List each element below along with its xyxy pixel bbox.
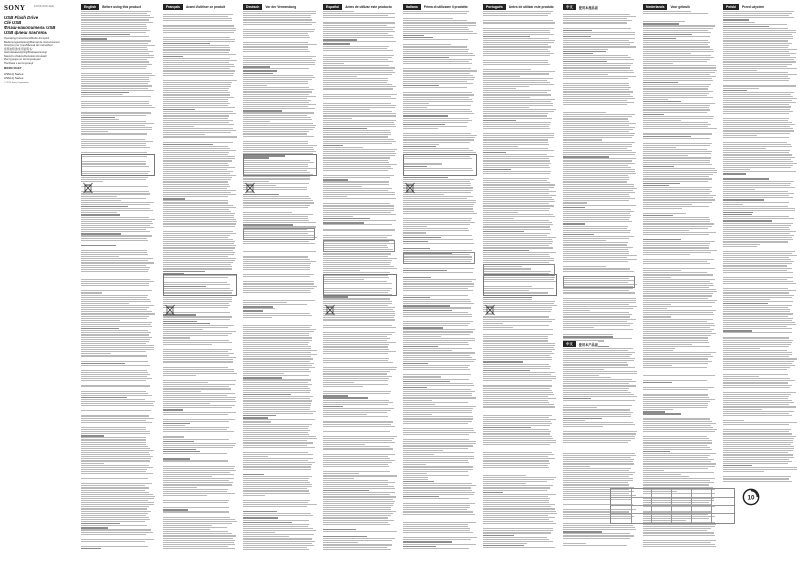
- section-title: 使用本产品前: [578, 342, 598, 347]
- language-tag: 中文: [563, 341, 576, 347]
- language-tag: Polski: [723, 4, 739, 10]
- micro-vault-logo: MICRO VAULT: [4, 67, 22, 70]
- section-header: [483, 4, 559, 10]
- product-title: Флэш-накопитель USB: [4, 25, 56, 30]
- body-text-block: [81, 11, 157, 551]
- body-text-block: [243, 11, 319, 551]
- model-number: 4-XXX-XXX-11(1): [34, 5, 55, 8]
- instructions-language-line: 使用說明書/使用说明书/: [4, 47, 33, 51]
- instructions-language-line: Посібник з експлуатації: [4, 61, 34, 65]
- series-name: USM-Q Series: [4, 76, 24, 80]
- spec-table: [323, 240, 395, 252]
- body-text-block: [643, 11, 719, 551]
- language-tag: 中文: [563, 4, 576, 10]
- section-header: [723, 4, 799, 10]
- language-column: [163, 4, 239, 557]
- language-column: [723, 4, 799, 557]
- language-tag: Português: [483, 4, 506, 10]
- language-tag: Français: [163, 4, 183, 10]
- instructions-language-line: Istruzioni per l'uso/Manual de instruções/: [4, 44, 53, 47]
- language-column: [81, 4, 157, 557]
- crossed-out-bin-icon: [405, 182, 415, 194]
- crossed-out-bin-icon: [325, 304, 335, 316]
- language-tag: English: [81, 4, 99, 10]
- body-text-block: [723, 11, 799, 551]
- section-title: 使用本產品前: [578, 5, 598, 10]
- product-titles: [4, 15, 76, 35]
- cover-panel: [4, 4, 76, 557]
- section-header: [563, 4, 639, 10]
- operating-instructions-list: [4, 37, 76, 65]
- section-title: Voor gebruik: [670, 5, 690, 9]
- section-header: [403, 4, 479, 10]
- environmental-protection-logo-icon: [742, 488, 760, 506]
- substance-table: [610, 488, 735, 524]
- brand-logo: SONY: [4, 4, 26, 12]
- instructions-language-line: Operating Instructions/Mode d'emploi/: [4, 37, 50, 40]
- body-text-block: [403, 11, 479, 551]
- language-column: [243, 4, 319, 557]
- section-header: [163, 4, 239, 10]
- product-title: USB Flash Drive: [4, 15, 39, 20]
- language-column: [563, 4, 639, 557]
- crossed-out-bin-icon: [83, 182, 93, 194]
- language-column: [403, 4, 479, 557]
- language-tag: Italiano: [403, 4, 421, 10]
- product-title: USB флеш пам'ять: [4, 30, 48, 35]
- language-tag: Español: [323, 4, 342, 10]
- section-title: Avant d'utiliser ce produit: [185, 5, 226, 9]
- language-column: [483, 4, 559, 557]
- section-header: [563, 341, 598, 347]
- spec-table: [403, 252, 475, 264]
- spec-table: [563, 276, 635, 288]
- section-header: [323, 4, 399, 10]
- language-tag: Nederlands: [643, 4, 667, 10]
- section-title: Prima di utilizzare il prodotto: [423, 5, 468, 9]
- product-title: Clé USB: [4, 20, 22, 25]
- notice-box: [243, 154, 317, 176]
- section-header: [643, 4, 719, 10]
- section-title: Przed użyciem: [742, 5, 765, 9]
- notice-box: [483, 274, 557, 296]
- instructions-language-line: Инструкция по эксплуатации/: [4, 58, 41, 61]
- section-header: [243, 4, 319, 10]
- svg-text:10: 10: [747, 494, 755, 502]
- section-title: Before using this product: [102, 5, 142, 9]
- notice-box: [163, 274, 237, 296]
- section-title: Vor der Verwendung: [265, 5, 297, 9]
- spec-table: [483, 264, 555, 276]
- copyright-notice: © 2012 Sony Corporation: [4, 82, 29, 84]
- spec-table: [243, 228, 315, 240]
- language-column: [643, 4, 719, 557]
- crossed-out-bin-icon: [485, 304, 495, 316]
- notice-box: [323, 274, 397, 296]
- crossed-out-bin-icon: [245, 182, 255, 194]
- notice-box: [403, 154, 477, 176]
- section-title: Antes de utilizar este produto: [508, 5, 554, 9]
- crossed-out-bin-icon: [165, 304, 175, 316]
- notice-box: [81, 154, 155, 176]
- instructions-language-line: Návod k obsluze/Kezelési útmutató/: [4, 54, 47, 58]
- section-title: Antes de utilizar este producto: [345, 5, 392, 9]
- language-column: [323, 4, 399, 557]
- series-name: USM-Q Series: [4, 72, 24, 76]
- language-tag: Deutsch: [243, 4, 262, 10]
- instructions-language-line: Bedienungsanleitung/Manual de instrucciones/: [4, 40, 60, 44]
- section-header: [81, 4, 157, 10]
- series-list: [4, 72, 76, 80]
- instructions-language-line: Gebruiksaanwijzing/Bruksanvisning/: [4, 51, 48, 54]
